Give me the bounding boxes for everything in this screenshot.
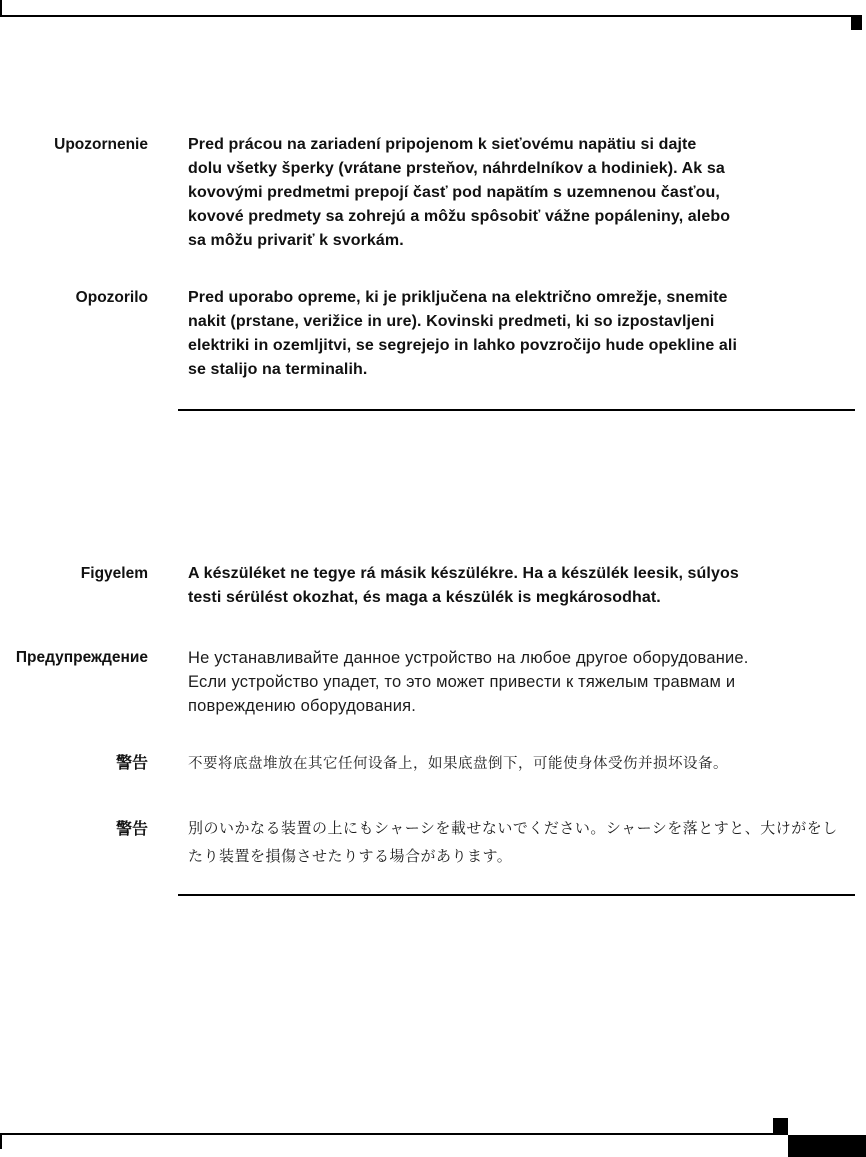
warning-text-line: Pred uporabo opreme, ki je priključena na električno omrežje, snemite bbox=[188, 289, 728, 306]
warning-text-line: nakit (prstane, verižice in ure). Kovinski predmeti, ki so izpostavljeni bbox=[188, 313, 715, 330]
top-left-crop-tick bbox=[0, 0, 2, 15]
section-divider bbox=[178, 409, 855, 411]
section-divider bbox=[178, 894, 855, 896]
warning-text-line: A készüléket ne tegye rá másik készülékre. Ha a készülék leesik, súlyos bbox=[188, 565, 739, 582]
warning-label: 警告 bbox=[115, 821, 148, 838]
warning-text bbox=[188, 562, 739, 610]
warning-text bbox=[188, 133, 730, 253]
warning-label: 警告 bbox=[115, 755, 148, 772]
warning-label: Предупреждение bbox=[15, 649, 148, 666]
warning-label: Opozorilo bbox=[75, 289, 148, 306]
warning-text-line: sa môžu privariť k svorkám. bbox=[188, 232, 404, 249]
warning-text-line: Если устройство упадет, то это может привести к тяжелым травмам и bbox=[188, 673, 736, 691]
warning-text-line: повреждению оборудования. bbox=[188, 697, 417, 715]
bottom-corner-mark bbox=[773, 1118, 788, 1133]
bottom-left-crop-tick bbox=[0, 1135, 2, 1149]
top-right-corner-mark bbox=[851, 17, 862, 30]
warning-label: Upozornenie bbox=[54, 136, 148, 153]
warning-text bbox=[188, 286, 737, 382]
warning-text-line: kovové predmety sa zohrejú a môžu spôsobiť vážne popáleniny, alebo bbox=[188, 208, 731, 225]
warning-text-line: dolu všetky šperky (vrátane prsteňov, náhrdelníkov a hodiniek). Ak sa bbox=[188, 160, 725, 177]
warning-text-line: se stalijo na terminalih. bbox=[188, 361, 368, 378]
warning-text bbox=[188, 754, 728, 774]
warning-text-line: kovovými predmetmi prepojí časť pod napätím s uzemnenou časťou, bbox=[188, 184, 720, 201]
warning-text-line: Pred prácou na zariadení pripojenom k sieťovému napätiu si dajte bbox=[188, 136, 697, 153]
warning-text-line: elektriki in ozemljitvi, se segrejejo in lahko povzročijo hude opekline ali bbox=[188, 337, 737, 354]
warning-text bbox=[188, 646, 749, 718]
page-bottom-rule bbox=[0, 1133, 788, 1135]
warning-text-line: Не устанавливайте данное устройство на любое другое оборудование. bbox=[188, 649, 749, 667]
page-number-tab bbox=[788, 1135, 866, 1157]
warning-text-line: 別のいかなる装置の上にもシャーシを載せないでください。シャーシを落とすと、大けがをし bbox=[188, 820, 838, 837]
warning-label: Figyelem bbox=[80, 565, 148, 582]
warning-text bbox=[188, 815, 838, 871]
page-top-rule bbox=[0, 15, 862, 17]
warning-text-line: たり装置を損傷させたりする場合があります。 bbox=[188, 848, 513, 865]
warning-text-line: testi sérülést okozhat, és maga a készülék is megkárosodhat. bbox=[188, 589, 661, 606]
warning-text-line: 不要将底盘堆放在其它任何设备上，如果底盘倒下，可能使身体受伤并损坏设备。 bbox=[188, 756, 728, 772]
